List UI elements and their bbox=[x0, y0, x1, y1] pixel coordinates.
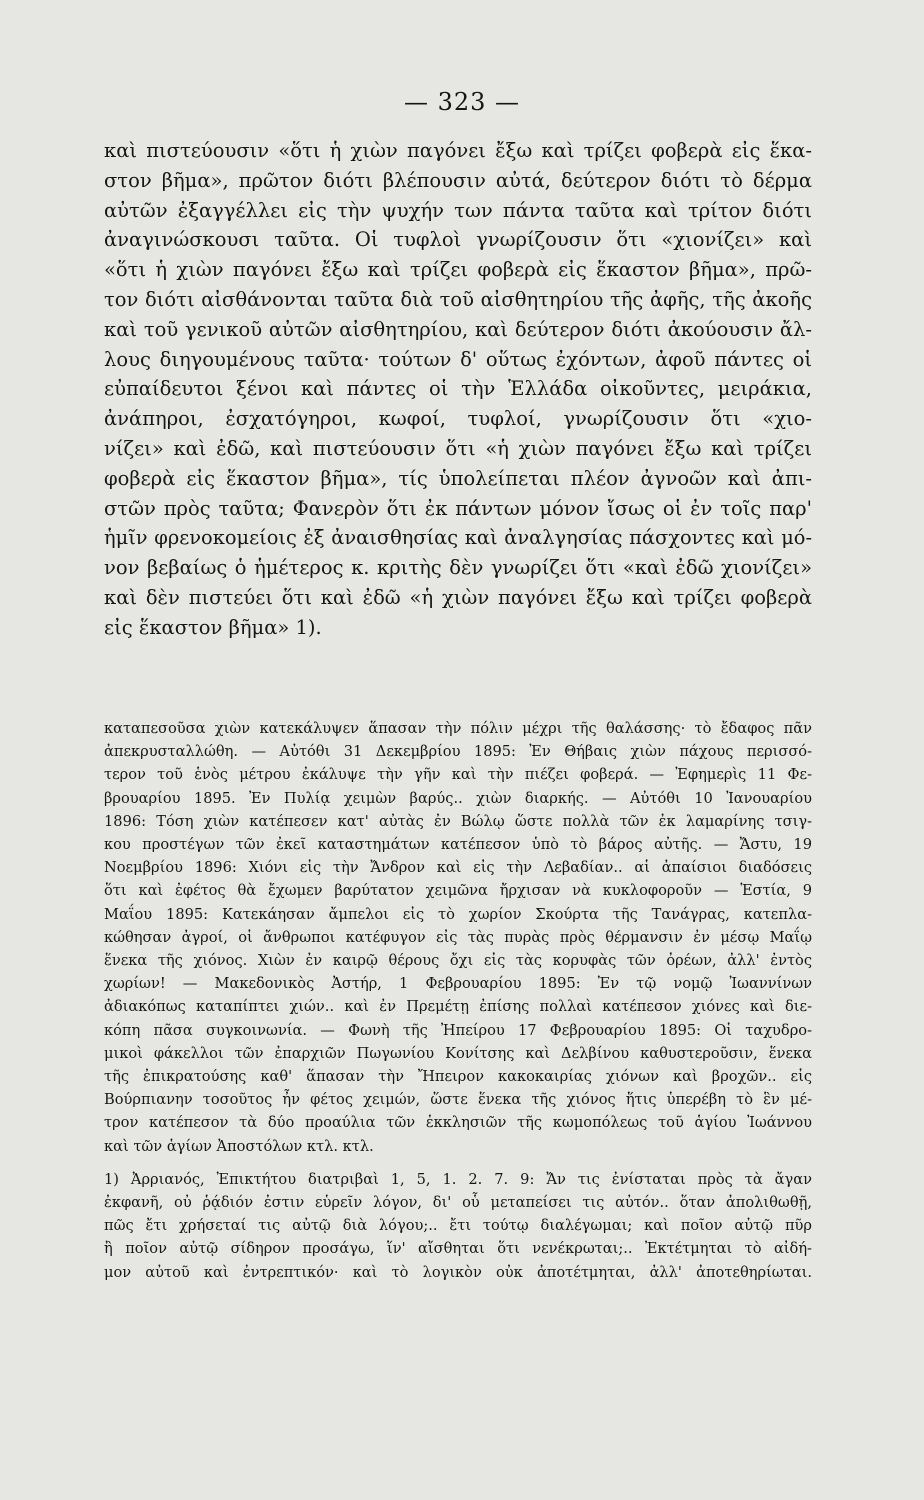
text-line: νίζει» καὶ ἐδῶ, καὶ πιστεύουσιν ὅτι «ἡ χιὼν παγόνει ἔξω καὶ τρίζει bbox=[104, 436, 812, 460]
footnote-line: βρουαρίου 1895. Ἐν Πυλίᾳ χειμὼν βαρύς.. χιὼν διαρκής. — Αὐτόθι 10 Ἰανουαρίου bbox=[104, 789, 812, 807]
footnote-1 bbox=[104, 1168, 812, 1284]
footnotes bbox=[104, 717, 812, 1284]
footnote-line: κόπη πᾶσα συγκοινωνία. — Φωνὴ τῆς Ἠπείρου 17 Φεβρουαρίου 1895: Οἱ ταχυδρο- bbox=[104, 1021, 812, 1039]
footnote-line: πῶς ἔτι χρήσεταί τις αὐτῷ διὰ λόγου;.. ἔτι τούτῳ διαλέγωμαι; καὶ ποῖον αὐτῷ πῦρ bbox=[104, 1217, 812, 1235]
footnote-line: ἐκφανῆ, οὐ ῥᾴδιόν ἐστιν εὑρεῖν λόγον, δι' οὗ μεταπείσει τις αὐτόν.. ὅταν ἀπολιθωθῇ, bbox=[104, 1194, 812, 1212]
footnote-line: Μαΐου 1895: Κατεκάησαν ἄμπελοι εἰς τὸ χωρίον Σκούρτα τῆς Τανάγρας, κατεπλα- bbox=[104, 905, 812, 923]
page-number: — 323 — bbox=[403, 88, 521, 116]
text-line: στον βῆμα», πρῶτον διότι βλέπουσιν αὐτά, δεύτερον διότι τὸ δέρμα bbox=[104, 168, 812, 192]
footnote-line: ὅτι καὶ ἐφέτος θὰ ἔχωμεν βαρύτατον χειμῶνα ἤρχισαν νὰ κυκλοφοροῦν — Ἑστία, 9 bbox=[104, 882, 812, 900]
footnote-spacer bbox=[104, 1158, 812, 1168]
text-line: ἀναγινώσκουσι ταῦτα. Οἱ τυφλοὶ γνωρίζουσιν ὅτι «χιονίζει» καὶ bbox=[104, 228, 812, 252]
text-line: ἀνάπηροι, ἐσχατόγηροι, κωφοί, τυφλοί, γνωρίζουσιν ὅτι «χιο- bbox=[104, 407, 812, 431]
footnote-line: 1) Ἀρριανός, Ἐπικτήτου διατριβαὶ 1, 5, 1. 2. 7. 9: Ἄν τις ἐνίσταται πρὸς τὰ ἄγαν bbox=[104, 1170, 812, 1188]
text-line: ἡμῖν φρενοκομείοις ἐξ ἀναισθησίας καὶ ἀναλγησίας πάσχοντες καὶ μό- bbox=[104, 526, 812, 550]
text-line: καὶ δὲν πιστεύει ὅτι καὶ ἐδῶ «ἡ χιὼν παγόνει ἔξω καὶ τρίζει φοβερὰ bbox=[104, 585, 812, 609]
footnote-line: μον αὐτοῦ καὶ ἐντρεπτικόν· καὶ τὸ λογικὸν οὐκ ἀποτέτμηται, ἀλλ' ἀποτεθηρίωται. bbox=[104, 1263, 812, 1281]
footnote-line: καὶ τῶν ἁγίων Ἀποστόλων κτλ. κτλ. bbox=[104, 1137, 374, 1155]
footnote-line: τῆς ἐπικρατούσης καθ' ἅπασαν τὴν Ἤπειρον κακοκαιρίας χιόνων καὶ βροχῶν.. εἰς bbox=[104, 1068, 812, 1086]
text-line: αὐτῶν ἐξαγγέλλει εἰς τὴν ψυχήν των πάντα ταῦτα καὶ τρίτον διότι bbox=[104, 198, 812, 222]
text-line: στῶν πρὸς ταῦτα; Φανερὸν ὅτι ἐκ πάντων μόνον ἴσως οἱ ἐν τοῖς παρ' bbox=[104, 496, 812, 520]
footnote-line: ἀδιακόπως καταπίπτει χιών.. καὶ ἐν Πρεμέτῃ ἐπίσης πολλαὶ κατέπεσον χιόνες καὶ διε- bbox=[104, 998, 812, 1016]
text-line: τον διότι αἰσθάνονται ταῦτα διὰ τοῦ αἰσθητηρίου τῆς ἀφῆς, τῆς ἀκοῆς bbox=[104, 287, 812, 311]
text-line: φοβερὰ εἰς ἕκαστον βῆμα», τίς ὑπολείπεται πλέον ἀγνοῶν καὶ ἀπι- bbox=[104, 466, 812, 490]
footnote-line: Νοεμβρίου 1896: Χιόνι εἰς τὴν Ἄνδρον καὶ εἰς τὴν Λεβαδίαν.. αἱ ἀπαίσιοι διαδόσεις bbox=[104, 859, 812, 877]
main-text bbox=[104, 136, 812, 643]
footnote-line: ἢ ποῖον αὐτῷ σίδηρον προσάγω, ἵν' αἴσθηται ὅτι νενέκρωται;.. Ἐκτέτμηται τὸ αἰδή- bbox=[104, 1240, 812, 1258]
footnote-line: κου προστέγων τῶν ἐκεῖ καταστημάτων κατέπεσον ὑπὸ τὸ βάρος αὐτῆς. — Ἄστυ, 19 bbox=[104, 836, 812, 854]
footnote-line: ἀπεκρυσταλλώθη. — Αὐτόθι 31 Δεκεμβρίου 1895: Ἐν Θήβαις χιὼν πάχους περισσό- bbox=[104, 743, 812, 761]
footnote-continuation bbox=[104, 717, 812, 1158]
footnote-line: χωρίων! — Μακεδονικὸς Ἀστήρ, 1 Φεβρουαρίου 1895: Ἐν τῷ νομῷ Ἰωαννίνων bbox=[104, 975, 812, 993]
text-line: νον βεβαίως ὁ ἡμέτερος κ. κριτὴς δὲν γνωρίζει ὅτι «καὶ ἐδῶ χιονίζει» bbox=[104, 556, 812, 580]
footnote-line: ἕνεκα τῆς χιόνος. Χιὼν ἐν καιρῷ θέρους ὄχι εἰς τὰς κορυφὰς τῶν ὀρέων, ἀλλ' ἐντὸς bbox=[104, 952, 812, 970]
text-line: καὶ πιστεύουσιν «ὅτι ἡ χιὼν παγόνει ἔξω καὶ τρίζει φοβερὰ εἰς ἕκα- bbox=[104, 139, 812, 162]
footnote-line: τρον κατέπεσον τὰ δύο προαύλια τῶν ἐκκλησιῶν τῆς κωμοπόλεως τοῦ ἁγίου Ἰωάννου bbox=[104, 1114, 812, 1132]
footnote-line: μικοὶ φάκελλοι τῶν ἐπαρχιῶν Πωγωνίου Κονίτσης καὶ Δελβίνου καθυστεροῦσιν, ἕνεκα bbox=[104, 1044, 812, 1062]
footnote-line: κώθησαν ἀγροί, οἱ ἄνθρωποι κατέφυγον εἰς τὰς πυρὰς πρὸς θέρμανσιν ἐν μέσῳ Μαΐῳ bbox=[104, 928, 812, 946]
footnote-line: τερον τοῦ ἑνὸς μέτρου ἐκάλυψε τὴν γῆν καὶ τὴν πιέζει φοβερά. — Ἐφημερὶς 11 Φε- bbox=[104, 766, 812, 784]
text-line: «ὅτι ἡ χιὼν παγόνει ἔξω καὶ τρίζει φοβερὰ εἰς ἕκαστον βῆμα», πρῶ- bbox=[104, 258, 812, 282]
footnote-line: 1896: Τόση χιὼν κατέπεσεν κατ' αὐτὰς ἐν Βώλῳ ὥστε πολλὰ τῶν ἐκ λαμαρίνης τσιγ- bbox=[104, 812, 812, 830]
text-line: λους διηγουμένους ταῦτα· τούτων δ' οὕτως ἐχόντων, ἀφοῦ πάντες οἱ bbox=[104, 347, 812, 371]
text-line: εὐπαίδευτοι ξένοι καὶ πάντες οἱ τὴν Ἑλλάδα οἰκοῦντες, μειράκια, bbox=[104, 377, 812, 401]
footnote-line: Βούρπιανην τοσοῦτος ἦν φέτος χειμών, ὥστε ἕνεκα τῆς χιόνος ἥτις ὑπερέβη τὸ ἓν μέ- bbox=[104, 1091, 812, 1109]
footnote-line: καταπεσοῦσα χιὼν κατεκάλυψεν ἅπασαν τὴν πόλιν μέχρι τῆς θαλάσσης· τὸ ἔδαφος πᾶν bbox=[104, 720, 812, 737]
text-line: εἰς ἕκαστον βῆμα» 1). bbox=[104, 615, 322, 639]
text-line: καὶ τοῦ γενικοῦ αὐτῶν αἰσθητηρίου, καὶ δεύτερον διότι ἀκούουσιν ἄλ- bbox=[104, 317, 812, 341]
